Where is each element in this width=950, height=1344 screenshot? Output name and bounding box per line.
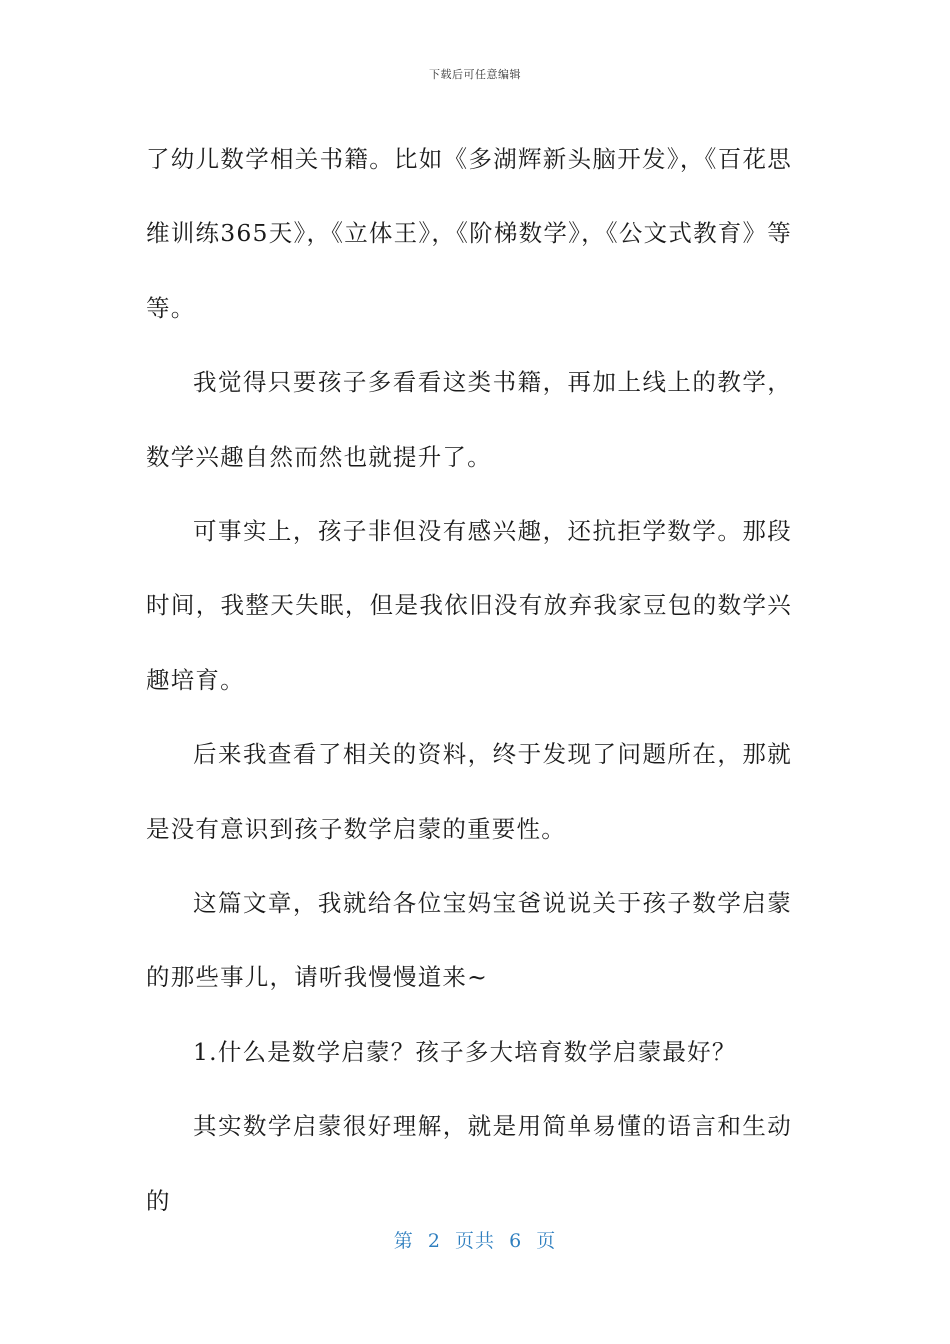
body-text — [146, 122, 792, 1238]
paragraph-3: 可事实上，孩子非但没有感兴趣，还抗拒学数学。那段时间，我整天失眠，但是我依旧没有放弃我家豆包的数学兴趣培育。 — [146, 517, 792, 694]
paragraph-5: 这篇文章，我就给各位宝妈宝爸说说关于孩子数学启蒙的那些事儿，请听我慢慢道来~ — [146, 889, 792, 992]
page-number-footer: 第 2 页共 6 页 — [393, 1230, 557, 1252]
section-heading: 1.什么是数学启蒙？孩子多大培育数学启蒙最好？ — [193, 1037, 737, 1066]
paragraph-2: 我觉得只要孩子多看看这类书籍，再加上线上的教学，数学兴趣自然而然也就提升了。 — [146, 368, 792, 471]
paragraph-1: 了幼儿数学相关书籍。比如《多湖辉新头脑开发》，《百花思维训练365天》，《立体王》，《阶梯数学》，《公文式教育》等等。 — [146, 145, 792, 322]
paragraph-4: 后来我查看了相关的资料，终于发现了问题所在，那就是没有意识到孩子数学启蒙的重要性。 — [146, 740, 792, 843]
page-header: 下载后可任意编辑 — [429, 68, 521, 81]
paragraph-6: 其实数学启蒙很好理解，就是用简单易懂的语言和生动的 — [146, 1112, 792, 1215]
